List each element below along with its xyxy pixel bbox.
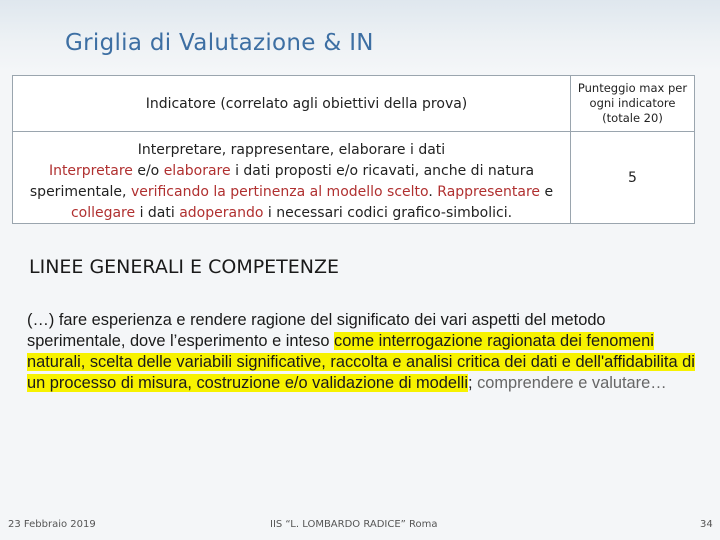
footer-date: 23 Febbraio 2019: [8, 519, 96, 530]
header-indicator: Indicatore (correlato agli obiettivi della prova): [13, 76, 571, 132]
indicator-text-2: i dati proposti e/o ricavati, anche di natura sperimentale,: [29, 163, 535, 200]
slide-title: Griglia di Valutazione & IN: [65, 30, 374, 56]
indicator-text-1: e/o: [132, 163, 164, 179]
indicator-text-5: i dati: [135, 205, 180, 221]
indicator-text-3: .: [428, 184, 438, 200]
indicator-text-4: e: [540, 184, 554, 200]
keyword-collegare: collegare: [70, 205, 136, 221]
indicator-text-6: i necessari codici grafico-simbolici.: [263, 205, 513, 221]
evaluation-table: [12, 75, 695, 224]
indicator-title: Interpretare, rappresentare, elaborare i dati: [137, 142, 446, 158]
header-score: Punteggio max per ogni indicatore (totale 20): [571, 76, 694, 132]
footer-page-number: 34: [700, 519, 713, 530]
keyword-rappresentare: Rappresentare: [437, 184, 541, 200]
competence-paragraph: [27, 310, 702, 394]
keyword-adoperando: adoperando: [179, 205, 264, 221]
paragraph-highlight: come interrogazione ragionata dei fenomeni naturali, scelta delle variabili significative, raccolta e analisi critica dei dati e dell'affidabilita di un processo di misura, costruzione e/o validazione di modelli: [27, 332, 695, 392]
keyword-verificando: verificando la pertinenza al modello scelto: [130, 184, 429, 200]
paragraph-text-3: comprendere e valutare…: [477, 374, 667, 392]
indicator-description: [19, 161, 564, 224]
paragraph-text-1: (…) fare esperienza e rendere ragione del significato dei vari aspetti del metodo sperimentale, dove l’esperimento e inteso: [27, 311, 606, 350]
keyword-interpretare: Interpretare: [48, 163, 133, 179]
score-value: 5: [628, 169, 637, 186]
section-title: LINEE GENERALI E COMPETENZE: [29, 256, 340, 278]
indicator-cell: [13, 132, 571, 223]
keyword-elaborare: elaborare: [163, 163, 231, 179]
paragraph-text-2: ;: [467, 374, 478, 392]
footer-school: IIS “L. LOMBARDO RADICE” Roma: [270, 519, 438, 530]
